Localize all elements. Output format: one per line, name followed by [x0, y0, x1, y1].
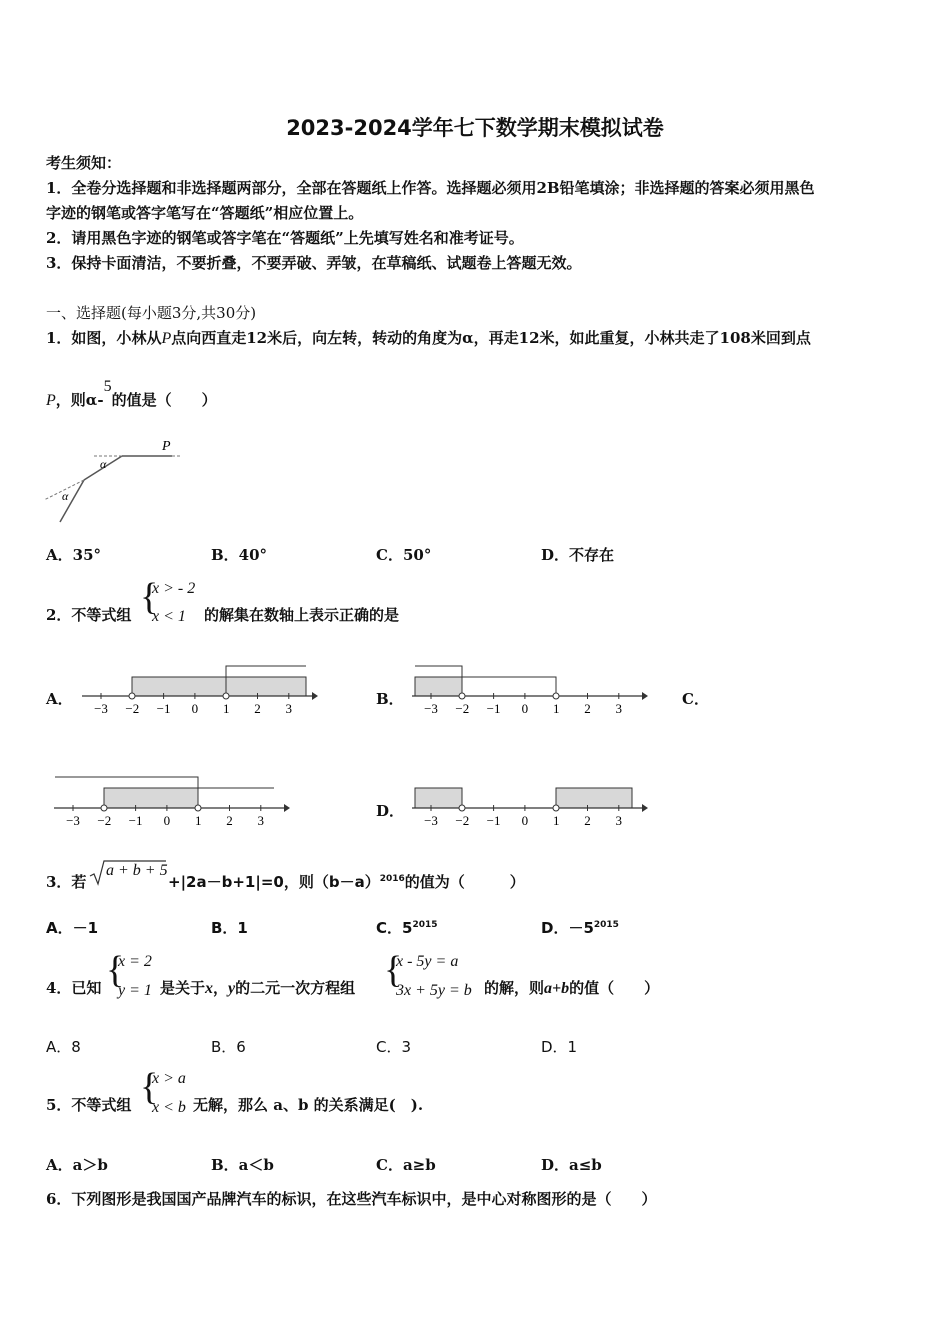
- q1-option-a[interactable]: A．35°: [46, 546, 102, 564]
- q5-suffix: 无解，那么 a、b 的关系满足( ).: [193, 1096, 424, 1114]
- q4-suffix: 的解，则a+b的值（ ）: [484, 979, 660, 997]
- tick-label: 3: [615, 701, 623, 716]
- q4-option-d[interactable]: D．1: [541, 1038, 578, 1056]
- notice-item-3: 3．保持卡面清洁，不要折叠，不要弄破、弄皱，在草稿纸、试题卷上答题无效。: [46, 254, 582, 272]
- q1-figure: [40, 432, 190, 528]
- tick-label: −1: [128, 813, 143, 828]
- tick-label: 1: [194, 813, 202, 828]
- q1-point-p: P: [162, 439, 171, 454]
- tick-label: 1: [552, 701, 560, 716]
- q1-text-line1: 1．如图，小林从P点向西直走12米后，向左转，转动的角度为α，再走12米，如此重复，小林共走了108米回到点: [46, 329, 811, 347]
- section-heading: 一、选择题(每小题3分,共30分): [46, 304, 257, 322]
- q2-option-a-label[interactable]: A．: [46, 690, 73, 708]
- tick-label: −2: [455, 701, 470, 716]
- q2-system-line2: x < 1: [152, 608, 186, 625]
- q3-option-b[interactable]: B．1: [211, 919, 248, 937]
- q4-prefix: 4．已知: [46, 979, 102, 997]
- tick-label: −3: [424, 813, 438, 828]
- q2-numberline-b: [410, 660, 650, 720]
- notice-item-1: 1．全卷分选择题和非选择题两部分，全部在答题纸上作答。选择题必须用2B铅笔填涂；非选择题的答案必须用黑色: [46, 179, 815, 197]
- q5-system-line2: x < b: [152, 1099, 186, 1116]
- q5-option-d[interactable]: D．a≤b: [541, 1156, 602, 1174]
- tick-label: −2: [455, 813, 470, 828]
- q1-option-b[interactable]: B．40°: [211, 546, 268, 564]
- q2-suffix: 的解集在数轴上表示正确的是: [204, 606, 400, 624]
- q4-brace-2: {: [384, 949, 403, 991]
- tick-label: −3: [424, 701, 438, 716]
- q2-prefix: 2．不等式组: [46, 606, 132, 624]
- q2-brace: {: [140, 576, 159, 618]
- q2-numberline-a: [80, 660, 320, 720]
- tick-label: 0: [521, 701, 529, 716]
- q5-option-c[interactable]: C．a≥b: [376, 1156, 436, 1174]
- tick-label: 1: [552, 813, 560, 828]
- q3-option-d[interactable]: D．$-5^{2015}$: [541, 919, 619, 937]
- q1-angle-alpha-1: α: [100, 457, 107, 471]
- q1-angle-alpha-2: α: [62, 489, 69, 503]
- q2-option-d-label[interactable]: D．: [376, 802, 405, 820]
- q4-option-b[interactable]: B．6: [211, 1038, 246, 1056]
- tick-label: −1: [486, 813, 501, 828]
- q4-sol-line2: y = 1: [118, 982, 152, 999]
- notice-item-2: 2．请用黑色字迹的钢笔或答字笔在“答题纸”上先填写姓名和准考证号。: [46, 229, 524, 247]
- q5-prefix: 5．不等式组: [46, 1096, 132, 1114]
- q4-option-a[interactable]: A．8: [46, 1038, 81, 1056]
- tick-label: 3: [257, 813, 265, 828]
- q2-option-b-label[interactable]: B．: [376, 690, 404, 708]
- q1-option-c[interactable]: C．50°: [376, 546, 432, 564]
- tick-label: 2: [226, 813, 233, 828]
- q4-eq-line1: x - 5y = a: [396, 953, 459, 970]
- q5-option-a[interactable]: A．a＞b: [46, 1156, 108, 1174]
- tick-label: 1: [222, 701, 230, 716]
- q1-option-d[interactable]: D．不存在: [541, 546, 615, 564]
- q5-brace: {: [140, 1066, 159, 1108]
- tick-label: 0: [191, 701, 199, 716]
- q4-brace-1: {: [106, 949, 125, 991]
- page-title: 2023-2024学年七下数学期末模拟试卷: [286, 116, 664, 140]
- tick-label: −1: [156, 701, 171, 716]
- tick-label: −3: [66, 813, 80, 828]
- tick-label: −3: [94, 701, 108, 716]
- notice-item-1-cont: 字迹的钢笔或答字笔写在“答题纸”相应位置上。: [46, 204, 364, 222]
- q3-option-c[interactable]: C．$5^{2015}$: [376, 919, 438, 937]
- tick-label: −1: [486, 701, 501, 716]
- q3-prefix: 3．若: [46, 873, 87, 891]
- q3-option-a[interactable]: A．－1: [46, 919, 99, 937]
- q2-option-c-label[interactable]: C．: [682, 690, 709, 708]
- q4-eq-line2: 3x + 5y = b: [396, 982, 472, 999]
- q5-option-b[interactable]: B．a＜b: [211, 1156, 274, 1174]
- q2-numberline-c: [52, 772, 292, 832]
- q3-middle: +|2a－b+1|=0，则$(b-a)^{2016}$的值为（ ）: [168, 873, 525, 891]
- q5-system-line1: x > a: [152, 1070, 186, 1087]
- q4-sol-line1: x = 2: [118, 953, 152, 970]
- tick-label: 2: [584, 813, 591, 828]
- tick-label: −2: [97, 813, 112, 828]
- q1-text-line2: P，则α-5的值是（ ）: [46, 378, 217, 409]
- tick-label: 3: [285, 701, 293, 716]
- q2-system-line1: x > - 2: [152, 580, 196, 597]
- tick-label: 2: [584, 701, 591, 716]
- tick-label: −2: [125, 701, 140, 716]
- q2-numberline-d: [410, 772, 650, 832]
- q3-radicand: a + b + 5: [106, 862, 168, 879]
- tick-label: 0: [163, 813, 171, 828]
- tick-label: 0: [521, 813, 529, 828]
- tick-label: 3: [615, 813, 623, 828]
- q4-middle: 是关于x，y的二元一次方程组: [160, 979, 356, 997]
- notice-heading: 考生须知：: [46, 154, 122, 172]
- tick-label: 2: [254, 701, 261, 716]
- q4-option-c[interactable]: C．3: [376, 1038, 412, 1056]
- q6-text: 6．下列图形是我国国产品牌汽车的标识，在这些汽车标识中，是中心对称图形的是（ ）: [46, 1190, 657, 1208]
